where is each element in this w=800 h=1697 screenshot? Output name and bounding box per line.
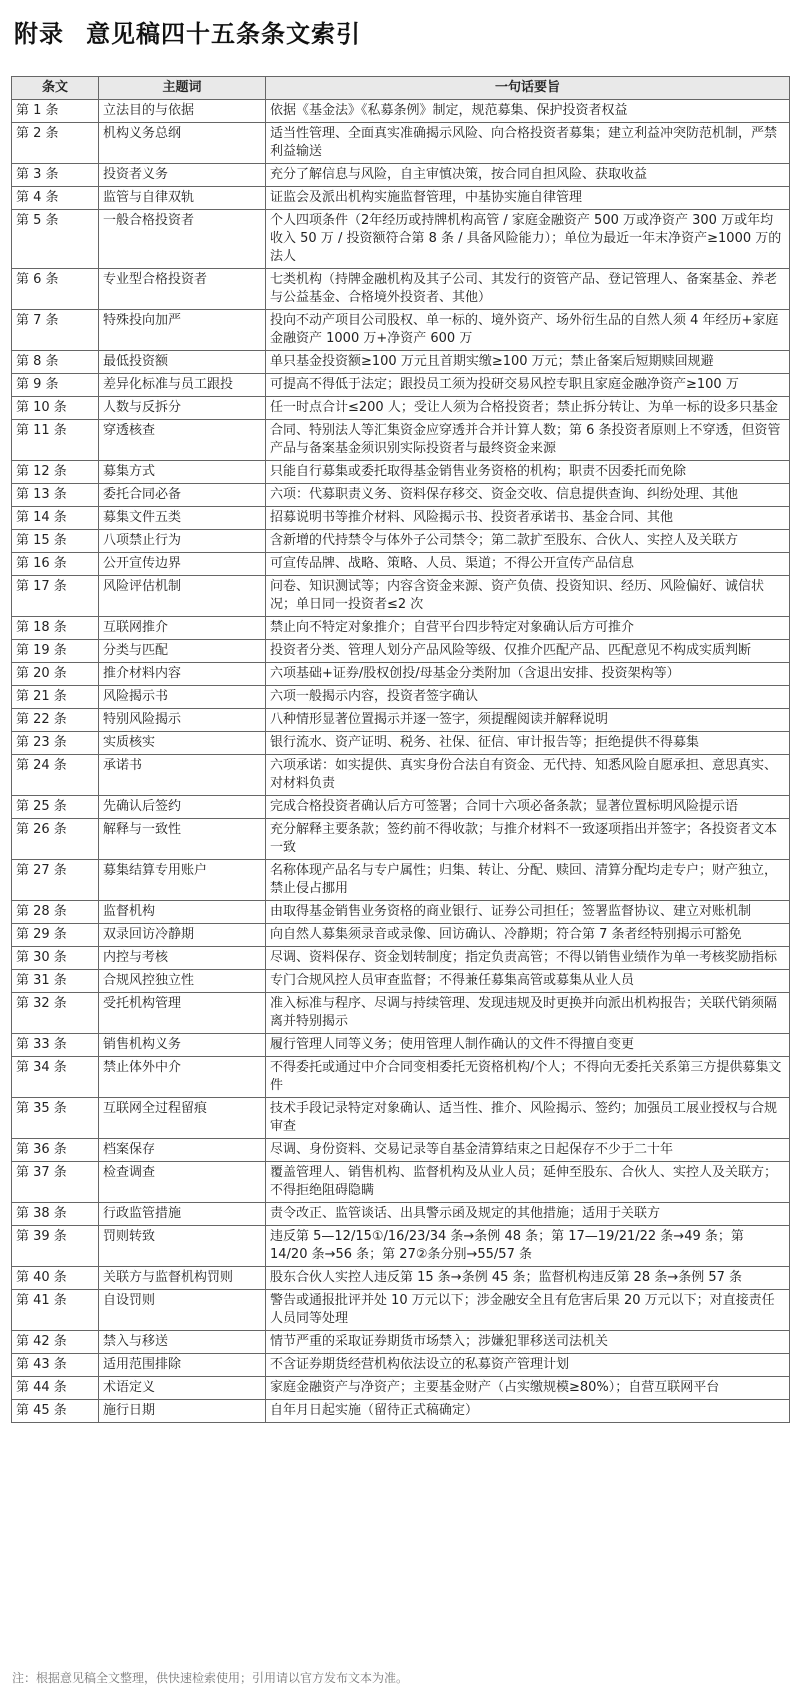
article-cell: 第 37 条 xyxy=(12,1162,99,1203)
topic-cell: 检查调查 xyxy=(99,1162,266,1203)
summary-cell: 投资者分类、管理人划分产品风险等级、仅推介匹配产品、匹配意见不构成实质判断 xyxy=(266,640,790,663)
table-row xyxy=(12,1377,790,1400)
summary-cell: 股东合伙人实控人违反第 15 条→条例 45 条；监督机构违反第 28 条→条例 57 条 xyxy=(266,1267,790,1290)
topic-cell: 风险揭示书 xyxy=(99,686,266,709)
summary-cell: 可宣传品牌、战略、策略、人员、渠道；不得公开宣传产品信息 xyxy=(266,553,790,576)
table-row xyxy=(12,210,790,269)
article-cell: 第 22 条 xyxy=(12,709,99,732)
summary-cell: 尽调、身份资料、交易记录等自基金清算结束之日起保存不少于二十年 xyxy=(266,1139,790,1162)
table-row xyxy=(12,686,790,709)
table-row xyxy=(12,640,790,663)
article-cell: 第 3 条 xyxy=(12,164,99,187)
summary-cell: 自年月日起实施（留待正式稿确定） xyxy=(266,1400,790,1423)
summary-cell: 责令改正、监管谈话、出具警示函及规定的其他措施；适用于关联方 xyxy=(266,1203,790,1226)
table-row xyxy=(12,1226,790,1267)
topic-cell: 人数与反拆分 xyxy=(99,397,266,420)
article-cell: 第 30 条 xyxy=(12,947,99,970)
table-row xyxy=(12,1162,790,1203)
summary-cell: 六项一般揭示内容，投资者签字确认 xyxy=(266,686,790,709)
topic-cell: 公开宣传边界 xyxy=(99,553,266,576)
summary-cell: 情节严重的采取证券期货市场禁入；涉嫌犯罪移送司法机关 xyxy=(266,1331,790,1354)
topic-cell: 差异化标准与员工跟投 xyxy=(99,374,266,397)
article-cell: 第 26 条 xyxy=(12,819,99,860)
article-cell: 第 19 条 xyxy=(12,640,99,663)
article-cell: 第 20 条 xyxy=(12,663,99,686)
table-row xyxy=(12,187,790,210)
topic-cell: 一般合格投资者 xyxy=(99,210,266,269)
column-header-topic: 主题词 xyxy=(99,77,266,100)
topic-cell: 行政监管措施 xyxy=(99,1203,266,1226)
article-cell: 第 16 条 xyxy=(12,553,99,576)
summary-cell: 招募说明书等推介材料、风险揭示书、投资者承诺书、基金合同、其他 xyxy=(266,507,790,530)
table-row xyxy=(12,123,790,164)
article-cell: 第 18 条 xyxy=(12,617,99,640)
table-row xyxy=(12,1098,790,1139)
table-row xyxy=(12,507,790,530)
topic-cell: 适用范围排除 xyxy=(99,1354,266,1377)
topic-cell: 八项禁止行为 xyxy=(99,530,266,553)
title-main: 意见稿四十五条条文索引 xyxy=(86,20,361,48)
table-row xyxy=(12,819,790,860)
article-cell: 第 17 条 xyxy=(12,576,99,617)
article-cell: 第 39 条 xyxy=(12,1226,99,1267)
article-cell: 第 25 条 xyxy=(12,796,99,819)
table-row xyxy=(12,1290,790,1331)
summary-cell: 任一时点合计≤200 人；受让人须为合格投资者；禁止拆分转让、为单一标的设多只基金 xyxy=(266,397,790,420)
article-cell: 第 6 条 xyxy=(12,269,99,310)
article-cell: 第 38 条 xyxy=(12,1203,99,1226)
topic-cell: 风险评估机制 xyxy=(99,576,266,617)
summary-cell: 投向不动产项目公司股权、单一标的、境外资产、场外衍生品的自然人须 4 年经历+家庭金融资产 1000 万+净资产 600 万 xyxy=(266,310,790,351)
summary-cell: 六项承诺：如实提供、真实身份合法自有资金、无代持、知悉风险自愿承担、意思真实、对材料负责 xyxy=(266,755,790,796)
article-cell: 第 41 条 xyxy=(12,1290,99,1331)
article-cell: 第 11 条 xyxy=(12,420,99,461)
topic-cell: 互联网全过程留痕 xyxy=(99,1098,266,1139)
table-row xyxy=(12,553,790,576)
topic-cell: 档案保存 xyxy=(99,1139,266,1162)
table-row xyxy=(12,576,790,617)
table-row xyxy=(12,860,790,901)
article-cell: 第 35 条 xyxy=(12,1098,99,1139)
summary-cell: 问卷、知识测试等；内容含资金来源、资产负债、投资知识、经历、风险偏好、诚信状况；单日同一投资者≤2 次 xyxy=(266,576,790,617)
article-cell: 第 4 条 xyxy=(12,187,99,210)
summary-cell: 适当性管理、全面真实准确揭示风险、向合格投资者募集；建立利益冲突防范机制，严禁利益输送 xyxy=(266,123,790,164)
topic-cell: 投资者义务 xyxy=(99,164,266,187)
summary-cell: 个人四项条件（2年经历或持牌机构高管 / 家庭金融资产 500 万或净资产 300 万或年均收入 50 万 / 投资额符合第 8 条 / 具备风险能力）；单位为最近一年末净资产≥1000 万的法人 xyxy=(266,210,790,269)
article-cell: 第 21 条 xyxy=(12,686,99,709)
article-cell: 第 29 条 xyxy=(12,924,99,947)
table-row xyxy=(12,617,790,640)
article-cell: 第 10 条 xyxy=(12,397,99,420)
table-row xyxy=(12,461,790,484)
article-index-table xyxy=(11,76,790,1423)
article-cell: 第 7 条 xyxy=(12,310,99,351)
article-cell: 第 28 条 xyxy=(12,901,99,924)
table-row xyxy=(12,1139,790,1162)
article-cell: 第 12 条 xyxy=(12,461,99,484)
topic-cell: 募集结算专用账户 xyxy=(99,860,266,901)
article-cell: 第 34 条 xyxy=(12,1057,99,1098)
summary-cell: 七类机构（持牌金融机构及其子公司、其发行的资管产品、登记管理人、备案基金、养老与公益基金、合格境外投资者、其他） xyxy=(266,269,790,310)
article-cell: 第 45 条 xyxy=(12,1400,99,1423)
table-row xyxy=(12,1057,790,1098)
summary-cell: 合同、特别法人等汇集资金应穿透并合并计算人数；第 6 条投资者原则上不穿透，但资管产品与备案基金须识别实际投资者与最终资金来源 xyxy=(266,420,790,461)
topic-cell: 特别风险揭示 xyxy=(99,709,266,732)
table-row xyxy=(12,1034,790,1057)
summary-cell: 家庭金融资产与净资产；主要基金财产（占实缴规模≥80%）；自营互联网平台 xyxy=(266,1377,790,1400)
table-row xyxy=(12,663,790,686)
table-row xyxy=(12,970,790,993)
summary-cell: 不含证券期货经营机构依法设立的私募资产管理计划 xyxy=(266,1354,790,1377)
topic-cell: 穿透核查 xyxy=(99,420,266,461)
article-cell: 第 44 条 xyxy=(12,1377,99,1400)
summary-cell: 可提高不得低于法定；跟投员工须为投研交易风控专职且家庭金融净资产≥100 万 xyxy=(266,374,790,397)
table-row xyxy=(12,484,790,507)
summary-cell: 银行流水、资产证明、税务、社保、征信、审计报告等；拒绝提供不得募集 xyxy=(266,732,790,755)
summary-cell: 充分了解信息与风险，自主审慎决策，按合同自担风险、获取收益 xyxy=(266,164,790,187)
summary-cell: 充分解释主要条款；签约前不得收款；与推介材料不一致逐项指出并签字；各投资者文本一致 xyxy=(266,819,790,860)
table-row xyxy=(12,310,790,351)
table-row xyxy=(12,164,790,187)
topic-cell: 术语定义 xyxy=(99,1377,266,1400)
summary-cell: 证监会及派出机构实施监督管理，中基协实施自律管理 xyxy=(266,187,790,210)
topic-cell: 监管与自律双轨 xyxy=(99,187,266,210)
table-row xyxy=(12,755,790,796)
summary-cell: 尽调、资料保存、资金划转制度；指定负责高管；不得以销售业绩作为单一考核奖励指标 xyxy=(266,947,790,970)
title-prefix: 附录 xyxy=(14,20,64,48)
summary-cell: 覆盖管理人、销售机构、监督机构及从业人员；延伸至股东、合伙人、实控人及关联方；不得拒绝阻碍隐瞒 xyxy=(266,1162,790,1203)
topic-cell: 互联网推介 xyxy=(99,617,266,640)
table-row xyxy=(12,732,790,755)
summary-cell: 六项基础+证券/股权创投/母基金分类附加（含退出安排、投资架构等） xyxy=(266,663,790,686)
topic-cell: 最低投资额 xyxy=(99,351,266,374)
topic-cell: 禁止体外中介 xyxy=(99,1057,266,1098)
topic-cell: 特殊投向加严 xyxy=(99,310,266,351)
topic-cell: 罚则转致 xyxy=(99,1226,266,1267)
article-cell: 第 31 条 xyxy=(12,970,99,993)
summary-cell: 禁止向不特定对象推介；自营平台四步特定对象确认后方可推介 xyxy=(266,617,790,640)
table-row xyxy=(12,100,790,123)
article-cell: 第 13 条 xyxy=(12,484,99,507)
article-cell: 第 32 条 xyxy=(12,993,99,1034)
summary-cell: 由取得基金销售业务资格的商业银行、证券公司担任；签署监督协议、建立对账机制 xyxy=(266,901,790,924)
table-row xyxy=(12,901,790,924)
topic-cell: 机构义务总纲 xyxy=(99,123,266,164)
summary-cell: 专门合规风控人员审查监督；不得兼任募集高管或募集从业人员 xyxy=(266,970,790,993)
topic-cell: 募集方式 xyxy=(99,461,266,484)
table-row xyxy=(12,1267,790,1290)
table-row xyxy=(12,709,790,732)
article-cell: 第 27 条 xyxy=(12,860,99,901)
table-row xyxy=(12,947,790,970)
article-cell: 第 15 条 xyxy=(12,530,99,553)
article-cell: 第 1 条 xyxy=(12,100,99,123)
summary-cell: 技术手段记录特定对象确认、适当性、推介、风险揭示、签约；加强员工展业授权与合规审查 xyxy=(266,1098,790,1139)
topic-cell: 施行日期 xyxy=(99,1400,266,1423)
article-cell: 第 40 条 xyxy=(12,1267,99,1290)
summary-cell: 单只基金投资额≥100 万元且首期实缴≥100 万元；禁止备案后短期赎回规避 xyxy=(266,351,790,374)
table-row xyxy=(12,1400,790,1423)
footnote: 注：根据意见稿全文整理，供快速检索使用；引用请以官方发布文本为准。 xyxy=(12,1671,409,1685)
topic-cell: 关联方与监督机构罚则 xyxy=(99,1267,266,1290)
topic-cell: 先确认后签约 xyxy=(99,796,266,819)
article-cell: 第 42 条 xyxy=(12,1331,99,1354)
table-row xyxy=(12,420,790,461)
summary-cell: 六项：代募职责义务、资料保存移交、资金交收、信息提供查询、纠纷处理、其他 xyxy=(266,484,790,507)
table-row xyxy=(12,1354,790,1377)
table-row xyxy=(12,269,790,310)
page-title xyxy=(14,14,361,49)
summary-cell: 不得委托或通过中介合同变相委托无资格机构/个人；不得向无委托关系第三方提供募集文件 xyxy=(266,1057,790,1098)
summary-cell: 履行管理人同等义务；使用管理人制作确认的文件不得擅自变更 xyxy=(266,1034,790,1057)
article-cell: 第 33 条 xyxy=(12,1034,99,1057)
table-row xyxy=(12,796,790,819)
article-cell: 第 8 条 xyxy=(12,351,99,374)
table-row xyxy=(12,351,790,374)
summary-cell: 含新增的代持禁令与体外子公司禁令；第二款扩至股东、合伙人、实控人及关联方 xyxy=(266,530,790,553)
table-row xyxy=(12,924,790,947)
topic-cell: 委托合同必备 xyxy=(99,484,266,507)
topic-cell: 销售机构义务 xyxy=(99,1034,266,1057)
table-header-row xyxy=(12,77,790,100)
topic-cell: 立法目的与依据 xyxy=(99,100,266,123)
article-cell: 第 36 条 xyxy=(12,1139,99,1162)
summary-cell: 八种情形显著位置揭示并逐一签字，须提醒阅读并解释说明 xyxy=(266,709,790,732)
article-cell: 第 5 条 xyxy=(12,210,99,269)
table-row xyxy=(12,1331,790,1354)
summary-cell: 完成合格投资者确认后方可签署；合同十六项必备条款；显著位置标明风险提示语 xyxy=(266,796,790,819)
article-cell: 第 43 条 xyxy=(12,1354,99,1377)
column-header-article: 条文 xyxy=(12,77,99,100)
topic-cell: 内控与考核 xyxy=(99,947,266,970)
topic-cell: 受托机构管理 xyxy=(99,993,266,1034)
summary-cell: 依据《基金法》《私募条例》制定，规范募集、保护投资者权益 xyxy=(266,100,790,123)
table-body xyxy=(12,100,790,1423)
topic-cell: 承诺书 xyxy=(99,755,266,796)
topic-cell: 实质核实 xyxy=(99,732,266,755)
table-row xyxy=(12,993,790,1034)
topic-cell: 分类与匹配 xyxy=(99,640,266,663)
summary-cell: 违反第 5—12/15①/16/23/34 条→条例 48 条；第 17—19/21/22 条→49 条；第 14/20 条→56 条；第 27②条分别→55/57 条 xyxy=(266,1226,790,1267)
topic-cell: 禁入与移送 xyxy=(99,1331,266,1354)
article-cell: 第 23 条 xyxy=(12,732,99,755)
topic-cell: 募集文件五类 xyxy=(99,507,266,530)
topic-cell: 专业型合格投资者 xyxy=(99,269,266,310)
summary-cell: 只能自行募集或委托取得基金销售业务资格的机构；职责不因委托而免除 xyxy=(266,461,790,484)
column-header-summary: 一句话要旨 xyxy=(266,77,790,100)
article-cell: 第 9 条 xyxy=(12,374,99,397)
summary-cell: 准入标准与程序、尽调与持续管理、发现违规及时更换并向派出机构报告；关联代销须隔离并特别揭示 xyxy=(266,993,790,1034)
topic-cell: 解释与一致性 xyxy=(99,819,266,860)
table-row xyxy=(12,397,790,420)
article-cell: 第 2 条 xyxy=(12,123,99,164)
article-cell: 第 24 条 xyxy=(12,755,99,796)
topic-cell: 合规风控独立性 xyxy=(99,970,266,993)
table-row xyxy=(12,374,790,397)
summary-cell: 警告或通报批评并处 10 万元以下；涉金融安全且有危害后果 20 万元以下；对直接责任人员同等处理 xyxy=(266,1290,790,1331)
table-row xyxy=(12,530,790,553)
table-row xyxy=(12,1203,790,1226)
article-cell: 第 14 条 xyxy=(12,507,99,530)
topic-cell: 推介材料内容 xyxy=(99,663,266,686)
topic-cell: 自设罚则 xyxy=(99,1290,266,1331)
summary-cell: 向自然人募集须录音或录像、回访确认、冷静期；符合第 7 条者经特别揭示可豁免 xyxy=(266,924,790,947)
topic-cell: 监督机构 xyxy=(99,901,266,924)
summary-cell: 名称体现产品名与专户属性；归集、转让、分配、赎回、清算分配均走专户；财产独立，禁止侵占挪用 xyxy=(266,860,790,901)
topic-cell: 双录回访冷静期 xyxy=(99,924,266,947)
